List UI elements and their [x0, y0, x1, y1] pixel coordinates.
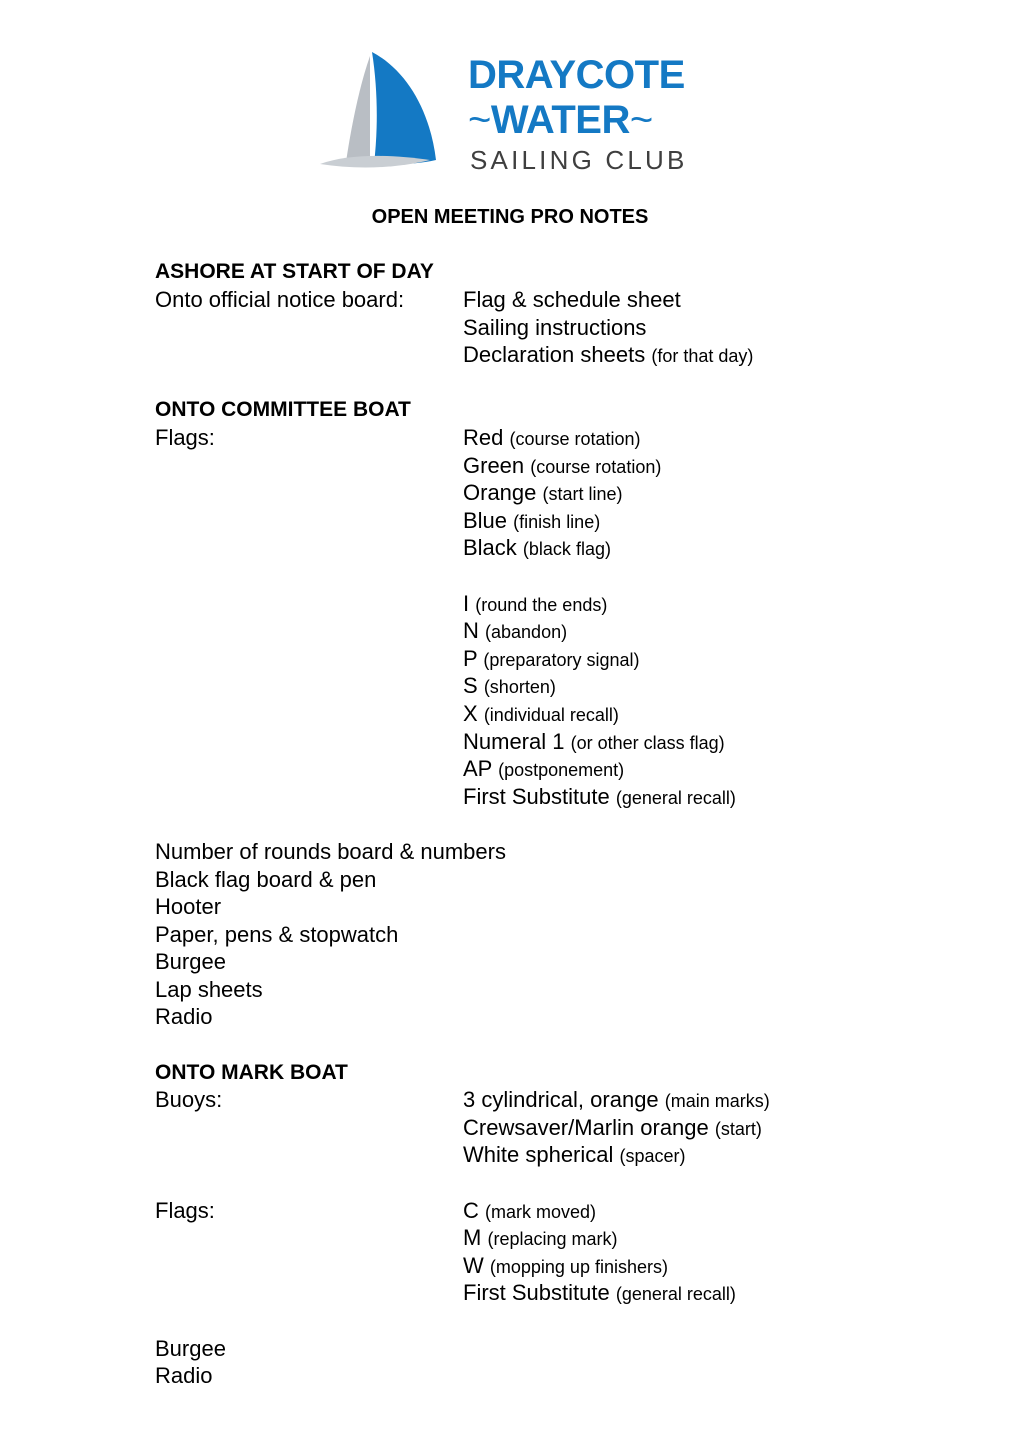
- signal-flag-item: P (preparatory signal): [463, 646, 640, 671]
- mark-flag-item: First Substitute (general recall): [463, 1280, 736, 1305]
- mark-flag-item: W (mopping up finishers): [463, 1253, 668, 1278]
- ashore-item: Sailing instructions: [463, 315, 647, 340]
- signal-flag-item: AP (postponement): [463, 756, 625, 781]
- equipment-item: Radio: [155, 1004, 213, 1029]
- equipment-item: Paper, pens & stopwatch: [155, 922, 399, 947]
- mark-flag-item: M (replacing mark): [463, 1225, 618, 1250]
- mark-boat-heading: ONTO MARK BOAT: [155, 1061, 348, 1084]
- flag-item: Green (course rotation): [463, 453, 662, 478]
- flag-item: Red (course rotation): [463, 425, 641, 450]
- club-logo: [318, 50, 708, 175]
- buoy-item: White spherical (spacer): [463, 1142, 686, 1167]
- signal-flag-item: X (individual recall): [463, 701, 619, 726]
- document-title: OPEN MEETING PRO NOTES: [371, 206, 649, 228]
- equipment-item: Burgee: [155, 949, 226, 974]
- logo-line-2: [468, 100, 653, 140]
- logo-line-3: SAILING CLUB: [470, 145, 688, 175]
- mark-equipment-item: Radio: [155, 1363, 213, 1388]
- signal-flag-item: Numeral 1 (or other class flag): [463, 729, 725, 754]
- flag-item: Orange (start line): [463, 480, 623, 505]
- signal-flag-item: S (shorten): [463, 673, 556, 698]
- mark-flags-label: Flags:: [155, 1198, 215, 1223]
- signal-flag-item: First Substitute (general recall): [463, 784, 736, 809]
- equipment-item: Hooter: [155, 894, 222, 919]
- equipment-item: Black flag board & pen: [155, 867, 377, 892]
- mark-equipment-item: Burgee: [155, 1336, 226, 1361]
- logo-tilde-left: ~: [468, 98, 491, 142]
- ashore-label: Onto official notice board:: [155, 287, 405, 312]
- flag-item: Blue (finish line): [463, 508, 601, 533]
- sail-logo-icon: [318, 50, 448, 175]
- flag-item: Black (black flag): [463, 535, 611, 560]
- logo-line-2-text: WATER: [490, 98, 630, 142]
- buoy-item: Crewsaver/Marlin orange (start): [463, 1115, 762, 1140]
- signal-flag-item: N (abandon): [463, 618, 568, 643]
- logo-line-1: DRAYCOTE: [468, 53, 685, 97]
- equipment-item: Number of rounds board & numbers: [155, 839, 506, 864]
- equipment-item: Lap sheets: [155, 977, 263, 1002]
- ashore-item: Declaration sheets (for that day): [463, 342, 754, 367]
- ashore-heading: ASHORE AT START OF DAY: [155, 260, 434, 283]
- logo-tilde-right: ~: [629, 98, 653, 142]
- committee-flags-label: Flags:: [155, 425, 215, 450]
- ashore-item: Flag & schedule sheet: [463, 287, 681, 312]
- committee-heading: ONTO COMMITTEE BOAT: [155, 398, 411, 421]
- mark-flag-item: C (mark moved): [463, 1198, 597, 1223]
- buoy-item: 3 cylindrical, orange (main marks): [463, 1087, 770, 1112]
- signal-flag-item: I (round the ends): [463, 591, 608, 616]
- buoys-label: Buoys:: [155, 1087, 223, 1112]
